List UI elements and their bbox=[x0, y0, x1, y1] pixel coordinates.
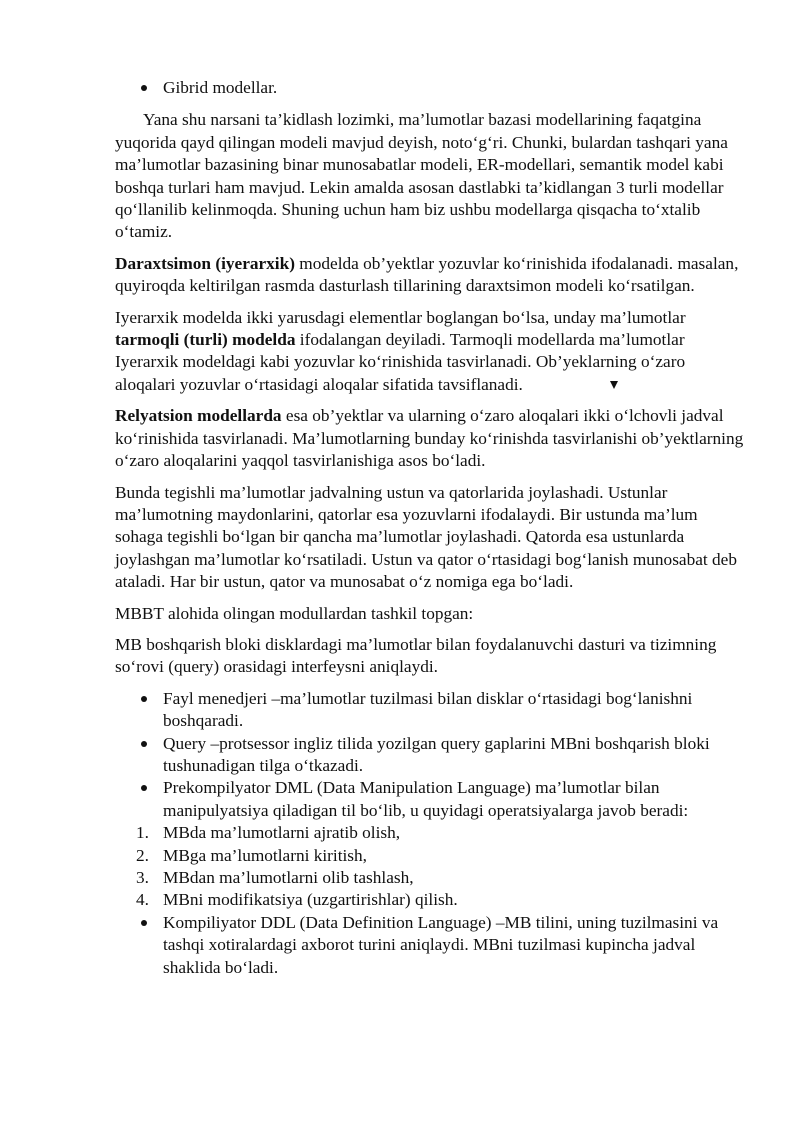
item-number: 4. bbox=[136, 890, 149, 910]
paragraph-text: MB boshqarish bloki disklardagi ma’lumotlar bilan foydalanuvchi dasturi va tizimning so‘rovi (query) orasidagi interfeysni aniqlaydi. bbox=[115, 634, 717, 677]
list-item bbox=[115, 688, 745, 733]
paragraph-text: MBBT alohida olingan modullardan tashkil topgan: bbox=[115, 603, 474, 623]
list-item-text: Fayl menedjeri –ma’lumotlar tuzilmasi bilan disklar o‘rtasidagi bog‘lanishni boshqaradi. bbox=[163, 688, 693, 731]
list-item bbox=[115, 912, 745, 979]
paragraph-text: esa ob’yektlar va ularning o‘zaro aloqalari ikki o‘lchovli jadval ko‘rinishida tasvirlanadi. Ma’lumotlarning bunday ko‘rinishda tasvirlanishi ob’yektlarning o‘zaro aloqalarini yaqqol tasvirlanishiga asos bo‘ladi. bbox=[115, 406, 744, 471]
item-number: 3. bbox=[136, 868, 149, 887]
paragraph bbox=[115, 307, 745, 397]
numbered-item bbox=[115, 822, 745, 844]
list-item-text: MBda ma’lumotlarni ajratib olish, bbox=[163, 823, 401, 843]
list-item bbox=[115, 77, 745, 99]
bullet-icon bbox=[141, 85, 147, 91]
bullet-icon bbox=[141, 741, 147, 747]
list-item-text: Query –protsessor ingliz tilida yozilgan query gaplarini MBni boshqarish bloki tushunadigan tilga o‘tkazadi. bbox=[163, 733, 710, 775]
paragraph-text: ifodalangan deyiladi. Tarmoqli modellarda ma’lumotlar Iyerarxik modeldagi kabi yozuvlar ko‘rinishida tasvirlanadi. Ob’yeklarning o‘zaro aloqalari yozuvlar o‘rtasidagi aloqalar sifatida tavsiflanadi. bbox=[115, 330, 686, 394]
bullet-list-last bbox=[115, 912, 745, 979]
numbered-item bbox=[115, 845, 745, 867]
paragraph bbox=[115, 109, 745, 243]
paragraph bbox=[115, 405, 745, 472]
bullet-list-top bbox=[115, 77, 745, 99]
bullet-list-main bbox=[115, 688, 745, 822]
bold-term: tarmoqli (turli) modelda bbox=[115, 330, 296, 350]
bullet-icon bbox=[141, 920, 147, 926]
paragraph bbox=[115, 482, 745, 594]
cursor-caret-icon bbox=[610, 381, 618, 389]
list-item-text: Prekompilyator DML (Data Manipulation Language) ma’lumotlar bilan manipulyatsiya qiladigan til bo‘lib, u quyidagi operatsiyalarga javob beradi: bbox=[163, 778, 689, 820]
bold-term: Relyatsion modellarda bbox=[115, 406, 282, 426]
list-item-text: Gibrid modellar. bbox=[163, 78, 278, 97]
numbered-item bbox=[115, 889, 745, 911]
paragraph-text: Iyerarxik modelda ikki yarusdagi elementlar boglangan bo‘lsa, unday ma’lumotlar bbox=[115, 307, 686, 327]
bullet-icon bbox=[141, 785, 147, 791]
list-item-text: MBdan ma’lumotlarni olib tashlash, bbox=[163, 868, 414, 887]
paragraph-text: Yana shu narsani ta’kidlash lozimki, ma’lumotlar bazasi modellarining faqatgina yuqorida qayd qilingan modeli mavjud deyish, noto‘g‘ri. Chunki, bulardan tashqari yana ma’lumotlar bazasining binar munosabatlar modeli, ER-modellari, semantik model kabi boshqa turlari ham mavjud. Lekin amalda asosan dastlabki ta’kidlangan 3 turli modellar qo‘llanilib kelinmoqda. Shuning uchun ham biz ushbu modellarga qisqacha to‘xtalib o‘tamiz. bbox=[115, 110, 728, 242]
list-item bbox=[115, 777, 745, 822]
list-item-text: MBni modifikatsiya (uzgartirishlar) qilish. bbox=[163, 890, 458, 910]
list-item bbox=[115, 733, 745, 778]
numbered-list bbox=[115, 822, 745, 912]
list-item-text: Kompiliyator DDL (Data Definition Language) –MB tilini, uning tuzilmasini va tashqi xotiralardagi axborot turini aniqlaydi. MBni tuzilmasi kupincha jadval shaklida bo‘ladi. bbox=[163, 912, 719, 977]
paragraph-text: modelda ob’yektlar yozuvlar ko‘rinishida ifodalanadi. masalan, quyiroqda keltirilgan rasmda dasturlash tillarining daraxtsimon modeli ko‘rsatilgan. bbox=[115, 253, 739, 296]
list-item-text: MBga ma’lumotlarni kiritish, bbox=[163, 845, 367, 865]
document-page bbox=[115, 77, 745, 979]
item-number: 2. bbox=[136, 845, 149, 865]
numbered-item bbox=[115, 867, 745, 889]
paragraph bbox=[115, 253, 745, 298]
bullet-icon bbox=[141, 696, 147, 702]
item-number: 1. bbox=[136, 823, 149, 843]
bold-term: Daraxtsimon (iyerarxik) bbox=[115, 253, 295, 273]
paragraph bbox=[115, 634, 745, 679]
paragraph-text: Bunda tegishli ma’lumotlar jadvalning ustun va qatorlarida joylashadi. Ustunlar ma’lumotning maydonlarini, qatorlar esa yozuvlarni ifodalaydi. Bir ustunda ma’lum sohaga tegishli bo‘lgan bir qancha ma’lumotlar joylashadi. Qatorda esa ustunlarda joylashgan ma’lumotlar ko‘rsatiladi. Ustun va qator o‘rtasidagi bog‘lanish munosabat deb ataladi. Har bir ustun, qator va munosabat o‘z nomiga ega bo‘ladi. bbox=[115, 482, 737, 592]
paragraph bbox=[115, 603, 745, 625]
